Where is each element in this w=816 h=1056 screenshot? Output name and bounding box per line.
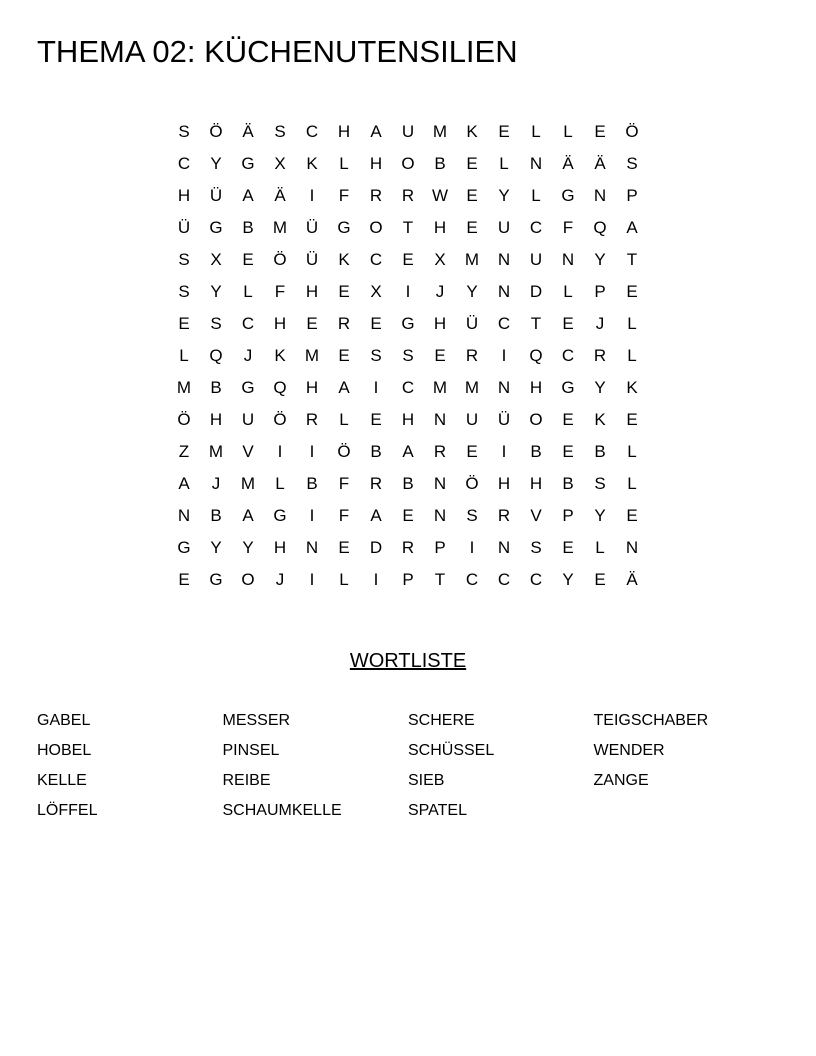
grid-letter: E <box>562 538 574 557</box>
grid-letter: H <box>529 474 543 493</box>
grid-row <box>168 372 648 404</box>
grid-letter: G <box>177 538 191 557</box>
wordlist-item: GABEL <box>37 712 91 729</box>
grid-letter: Q <box>273 378 287 397</box>
grid-letter: U <box>497 218 511 237</box>
wordlist-item: MESSER <box>222 712 291 729</box>
grid-letter: Q <box>593 218 607 237</box>
grid-letter: N <box>529 154 543 173</box>
grid-letter: G <box>337 218 351 237</box>
grid-row <box>168 148 648 180</box>
grid-letter: D <box>529 282 543 301</box>
grid-letter: V <box>530 506 542 525</box>
grid-letter: S <box>530 538 542 557</box>
grid-letter: H <box>273 538 287 557</box>
grid-letter: L <box>339 570 349 589</box>
grid-letter: B <box>434 154 446 173</box>
grid-letter: H <box>177 186 191 205</box>
grid-letter: R <box>337 314 351 333</box>
grid-letter: D <box>369 538 383 557</box>
grid-letter: E <box>402 506 414 525</box>
grid-letter: V <box>242 442 254 461</box>
grid-letter: Y <box>210 282 222 301</box>
grid-letter: X <box>370 282 382 301</box>
grid-letter: G <box>209 218 223 237</box>
grid-letter: L <box>531 122 541 141</box>
grid-letter: C <box>401 378 415 397</box>
wordlist-item: ZANGE <box>593 772 649 789</box>
grid-letter: E <box>338 282 350 301</box>
wordlist-item: KELLE <box>37 772 87 789</box>
grid-letter: E <box>466 218 478 237</box>
grid-letter: E <box>466 154 478 173</box>
grid-letter: Z <box>178 442 190 461</box>
grid-letter: R <box>497 506 511 525</box>
grid-letter: E <box>594 122 606 141</box>
grid-letter: R <box>369 474 383 493</box>
grid-letter: M <box>432 122 448 141</box>
grid-letter: N <box>433 506 447 525</box>
grid-letter: I <box>501 442 507 461</box>
grid-letter: L <box>243 282 253 301</box>
grid-letter: Ü <box>209 186 223 205</box>
grid-letter: Ö <box>625 122 639 141</box>
grid-letter: S <box>274 122 286 141</box>
grid-letter: I <box>373 378 379 397</box>
grid-letter: L <box>627 474 637 493</box>
grid-letter: G <box>273 506 287 525</box>
wordlist-item: SPATEL <box>408 802 467 819</box>
grid-letter: Ü <box>305 250 319 269</box>
grid-letter: N <box>625 538 639 557</box>
grid-letter: C <box>497 314 511 333</box>
grid-letter: N <box>497 250 511 269</box>
grid-letter: E <box>338 346 350 365</box>
grid-letter: A <box>402 442 414 461</box>
grid-letter: E <box>306 314 318 333</box>
grid-letter: H <box>305 378 319 397</box>
grid-letter: T <box>530 314 542 333</box>
grid-row <box>168 180 648 212</box>
grid-letter: I <box>309 570 315 589</box>
grid-letter: B <box>210 506 222 525</box>
grid-letter: E <box>466 186 478 205</box>
grid-letter: I <box>501 346 507 365</box>
grid-letter: L <box>595 538 605 557</box>
grid-letter: P <box>626 186 638 205</box>
grid-letter: E <box>498 122 510 141</box>
grid-letter: G <box>401 314 415 333</box>
grid-row <box>168 404 648 436</box>
grid-letter: E <box>562 442 574 461</box>
grid-letter: F <box>338 506 350 525</box>
grid-letter: N <box>497 282 511 301</box>
grid-letter: Ä <box>562 154 574 173</box>
grid-letter: N <box>177 506 191 525</box>
grid-letter: F <box>562 218 574 237</box>
wordlist-item: TEIGSCHABER <box>593 712 709 729</box>
grid-letter: O <box>369 218 383 237</box>
grid-letter: N <box>433 410 447 429</box>
grid-letter: X <box>434 250 446 269</box>
grid-row <box>168 244 648 276</box>
grid-letter: Ä <box>594 154 606 173</box>
grid-letter: H <box>369 154 383 173</box>
grid-letter: N <box>305 538 319 557</box>
grid-letter: U <box>241 410 255 429</box>
grid-letter: H <box>529 378 543 397</box>
grid-letter: J <box>211 474 221 493</box>
wordlist-item: SCHÜSSEL <box>408 742 495 759</box>
grid-letter: C <box>241 314 255 333</box>
grid-letter: A <box>242 186 254 205</box>
grid-letter: T <box>402 218 414 237</box>
grid-letter: A <box>626 218 638 237</box>
grid-letter: H <box>433 218 447 237</box>
wordlist <box>37 706 779 826</box>
grid-letter: M <box>464 250 480 269</box>
grid-letter: K <box>466 122 478 141</box>
grid-letter: I <box>277 442 283 461</box>
grid-letter: P <box>434 538 446 557</box>
grid-letter: O <box>529 410 543 429</box>
grid-letter: L <box>627 314 637 333</box>
grid-letter: L <box>563 282 573 301</box>
grid-letter: R <box>465 346 479 365</box>
grid-row <box>168 212 648 244</box>
grid-letter: C <box>369 250 383 269</box>
grid-letter: E <box>562 314 574 333</box>
grid-letter: B <box>594 442 606 461</box>
letter-grid <box>168 116 648 596</box>
grid-letter: Y <box>594 250 606 269</box>
grid-letter: S <box>594 474 606 493</box>
grid-row <box>168 116 648 148</box>
grid-row <box>168 500 648 532</box>
grid-letter: Ö <box>465 474 479 493</box>
grid-letter: J <box>243 346 253 365</box>
grid-letter: M <box>240 474 256 493</box>
grid-letter: A <box>338 378 350 397</box>
grid-letter: X <box>210 250 222 269</box>
grid-letter: B <box>242 218 254 237</box>
grid-letter: O <box>401 154 415 173</box>
wordlist-item: WENDER <box>593 742 665 759</box>
grid-letter: J <box>275 570 285 589</box>
grid-letter: H <box>497 474 511 493</box>
grid-letter: G <box>241 378 255 397</box>
grid-letter: G <box>209 570 223 589</box>
grid-row <box>168 468 648 500</box>
grid-letter: C <box>529 218 543 237</box>
grid-letter: S <box>466 506 478 525</box>
grid-letter: L <box>339 410 349 429</box>
grid-letter: K <box>274 346 286 365</box>
grid-letter: B <box>530 442 542 461</box>
grid-letter: H <box>337 122 351 141</box>
grid-letter: Ü <box>497 410 511 429</box>
grid-letter: M <box>432 378 448 397</box>
grid-letter: H <box>305 282 319 301</box>
grid-letter: L <box>563 122 573 141</box>
grid-letter: L <box>179 346 189 365</box>
grid-letter: N <box>497 538 511 557</box>
grid-letter: Ö <box>337 442 351 461</box>
grid-letter: N <box>497 378 511 397</box>
grid-letter: R <box>305 410 319 429</box>
grid-letter: S <box>370 346 382 365</box>
grid-letter: L <box>627 442 637 461</box>
grid-letter: L <box>627 346 637 365</box>
grid-row <box>168 532 648 564</box>
grid-letter: B <box>210 378 222 397</box>
grid-letter: Ä <box>626 570 638 589</box>
grid-letter: P <box>562 506 574 525</box>
grid-letter: T <box>434 570 446 589</box>
grid-letter: G <box>561 378 575 397</box>
grid-letter: O <box>241 570 255 589</box>
grid-row <box>168 308 648 340</box>
wordlist-item: SCHERE <box>408 712 475 729</box>
grid-letter: Q <box>209 346 223 365</box>
grid-letter: R <box>401 186 415 205</box>
grid-letter: E <box>370 314 382 333</box>
page-title: THEMA 02: KÜCHENUTENSILIEN <box>37 34 518 69</box>
grid-letter: Y <box>466 282 478 301</box>
grid-letter: I <box>405 282 411 301</box>
grid-letter: K <box>338 250 350 269</box>
grid-letter: E <box>594 570 606 589</box>
grid-letter: Y <box>594 506 606 525</box>
wordlist-item: PINSEL <box>222 742 280 759</box>
grid-row <box>168 436 648 468</box>
grid-letter: H <box>273 314 287 333</box>
grid-letter: M <box>272 218 288 237</box>
grid-letter: Ü <box>465 314 479 333</box>
grid-letter: E <box>370 410 382 429</box>
grid-letter: M <box>208 442 224 461</box>
grid-letter: T <box>626 250 638 269</box>
grid-letter: E <box>338 538 350 557</box>
grid-letter: Q <box>529 346 543 365</box>
grid-letter: E <box>178 570 190 589</box>
grid-letter: U <box>401 122 415 141</box>
grid-letter: I <box>309 506 315 525</box>
grid-letter: L <box>531 186 541 205</box>
grid-letter: S <box>210 314 222 333</box>
grid-letter: A <box>370 506 382 525</box>
grid-letter: C <box>177 154 191 173</box>
grid-letter: Ö <box>273 410 287 429</box>
grid-row <box>168 276 648 308</box>
grid-letter: Ä <box>274 186 286 205</box>
grid-letter: Y <box>498 186 510 205</box>
grid-letter: C <box>305 122 319 141</box>
grid-letter: S <box>178 250 190 269</box>
grid-letter: S <box>626 154 638 173</box>
wordlist-item: HOBEL <box>37 742 92 759</box>
grid-letter: U <box>529 250 543 269</box>
grid-letter: B <box>370 442 382 461</box>
grid-letter: Ö <box>273 250 287 269</box>
grid-letter: L <box>339 154 349 173</box>
grid-letter: E <box>434 346 446 365</box>
grid-letter: X <box>274 154 286 173</box>
grid-letter: P <box>402 570 414 589</box>
grid-letter: W <box>431 186 449 205</box>
grid-letter: E <box>562 410 574 429</box>
grid-letter: Ö <box>177 410 191 429</box>
grid-letter: H <box>433 314 447 333</box>
grid-letter: Y <box>210 538 222 557</box>
grid-letter: U <box>465 410 479 429</box>
grid-letter: H <box>209 410 223 429</box>
grid-letter: Ü <box>177 218 191 237</box>
wordlist-item: SCHAUMKELLE <box>222 802 342 819</box>
grid-letter: Y <box>594 378 606 397</box>
grid-letter: K <box>594 410 606 429</box>
grid-letter: E <box>626 410 638 429</box>
grid-letter: B <box>562 474 574 493</box>
grid-row <box>168 564 648 596</box>
grid-letter: E <box>466 442 478 461</box>
grid-letter: I <box>309 442 315 461</box>
grid-letter: A <box>242 506 254 525</box>
wordlist-item: SIEB <box>408 772 445 789</box>
grid-letter: K <box>626 378 638 397</box>
grid-letter: Ö <box>209 122 223 141</box>
grid-letter: N <box>433 474 447 493</box>
grid-letter: F <box>274 282 286 301</box>
grid-letter: C <box>497 570 511 589</box>
grid-letter: C <box>561 346 575 365</box>
grid-letter: C <box>465 570 479 589</box>
grid-letter: J <box>435 282 445 301</box>
grid-letter: R <box>369 186 383 205</box>
grid-letter: Y <box>562 570 574 589</box>
grid-letter: G <box>561 186 575 205</box>
grid-letter: I <box>309 186 315 205</box>
grid-letter: M <box>464 378 480 397</box>
grid-row <box>168 340 648 372</box>
grid-letter: L <box>499 154 509 173</box>
grid-letter: E <box>178 314 190 333</box>
grid-letter: R <box>401 538 415 557</box>
grid-letter: A <box>178 474 190 493</box>
grid-letter: R <box>433 442 447 461</box>
grid-letter: N <box>593 186 607 205</box>
grid-letter: L <box>275 474 285 493</box>
grid-letter: S <box>402 346 414 365</box>
grid-letter: Ä <box>242 122 254 141</box>
grid-letter: B <box>402 474 414 493</box>
grid-letter: E <box>626 506 638 525</box>
grid-letter: M <box>304 346 320 365</box>
wordlist-item: REIBE <box>222 772 271 789</box>
grid-letter: Y <box>210 154 222 173</box>
grid-letter: P <box>594 282 606 301</box>
grid-letter: J <box>595 314 605 333</box>
grid-letter: N <box>561 250 575 269</box>
wordlist-item: LÖFFEL <box>37 802 98 819</box>
grid-letter: Ü <box>305 218 319 237</box>
grid-letter: A <box>370 122 382 141</box>
grid-letter: E <box>626 282 638 301</box>
grid-letter: Y <box>242 538 254 557</box>
grid-letter: G <box>241 154 255 173</box>
grid-letter: S <box>178 282 190 301</box>
wordlist-heading: WORTLISTE <box>349 650 467 672</box>
grid-letter: S <box>178 122 190 141</box>
grid-letter: B <box>306 474 318 493</box>
grid-letter: I <box>469 538 475 557</box>
grid-letter: H <box>401 410 415 429</box>
grid-letter: K <box>306 154 318 173</box>
grid-letter: F <box>338 474 350 493</box>
grid-letter: I <box>373 570 379 589</box>
grid-letter: M <box>176 378 192 397</box>
grid-letter: E <box>242 250 254 269</box>
grid-letter: E <box>402 250 414 269</box>
grid-letter: R <box>593 346 607 365</box>
grid-letter: C <box>529 570 543 589</box>
grid-letter: F <box>338 186 350 205</box>
